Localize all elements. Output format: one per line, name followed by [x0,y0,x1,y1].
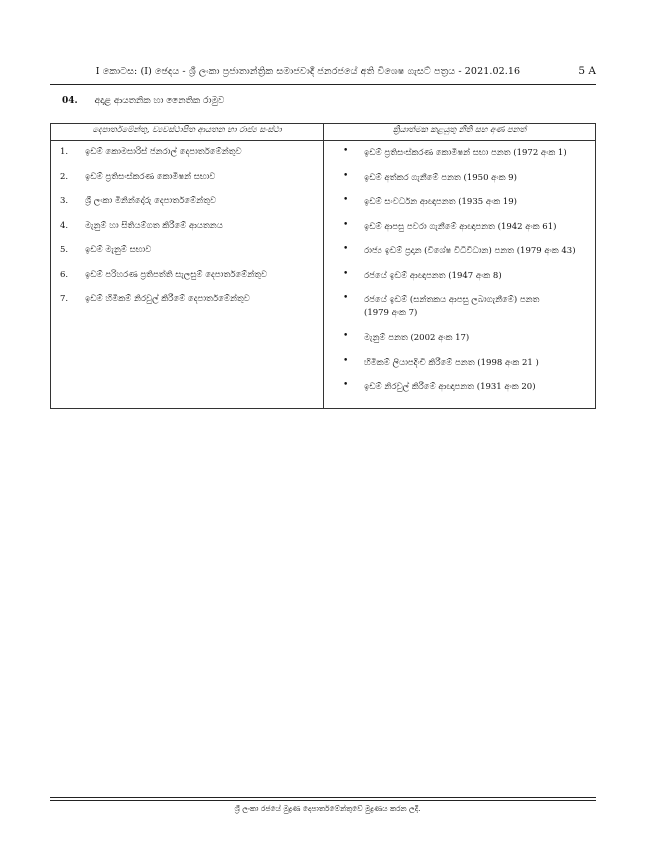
printer-imprint: ශ්‍රී ලංකා රජයේ මුද්‍රණ දෙපාර්තමේන්තුවේ මුද්‍රණය කරන ලදී. [234,804,421,813]
header-rule [50,84,596,85]
list-item: 2. ඉඩම් ප්‍රතිසංස්කරණ කොමිෂන් සභාව [60,171,216,182]
list-item: • හිමිකම් ලියාපදිංචි කිරීමේ පනත (1998 අංක 21 ) [343,355,539,368]
list-item: • මැනුම් පනත (2002 අංක 17) [343,331,470,343]
list-item: • ඉඩම් ආපසු පවරා ගැනීමේ ආඥාපනත (1942 අංක 61) [343,219,557,232]
section-heading [62,96,224,106]
institutions-cell [51,141,324,409]
list-item: 7. ඉඩම් හිමිකම් නිරවුල් කිරීමේ දෙපාර්තමේන්තුව [60,294,250,304]
bullet-icon: • [343,146,349,156]
bullet-icon: • [343,268,349,279]
header-title: I කොටස: (I) ඡෙදය - ශ්‍රී ලංකා ප්‍රජාතාන්ත්‍රික සමාජවාදී ජනරජයේ අති විශෙෂ ගැසට් පත්‍රය - 2021.02.16 [95,66,521,77]
list-item: • ඉඩම් නිරවුල් කිරීමේ ආඥාපනත (1931 අංක 20) [343,380,536,392]
list-item: • රජයේ ඉඩම් ආඥාපනත (1947 අංක 8) [343,268,502,281]
bullet-icon: • [343,244,349,254]
gazette-header [50,66,596,84]
bullet-icon: • [343,331,349,341]
list-item: • රජයේ ඉඩම් (සන්තකය ආපසු ලබාගැනීමේ) පනත (1979 අංක 7) [343,293,540,318]
column-header-institutions: දෙපාර්තමේන්තු, ව්‍යවස්ථාපිත ආයතන හා රාජ්‍ය සංස්ථා [51,124,324,141]
framework-table [50,123,596,409]
footer-rule [50,797,596,798]
bullet-icon: • [343,293,349,303]
list-item: • රාජ්‍ය ඉඩම් ප්‍රදාන (විශේෂ විධිවිධාන) පනත (1979 අංක 43) [343,244,576,256]
bullet-icon: • [343,355,349,366]
list-item: • ඉඩම් සංවර්ධන ආඥාපනත (1935 අංක 19) [343,195,517,207]
column-header-laws: ක්‍රියාත්මක කළයුතු නීති සහ අණ පනත් [324,124,596,141]
footer-rule-thin [50,800,596,801]
list-item: 6. ඉඩම් පරිහරණ ප්‍රතිපත්ති සැලසුම් දෙපාර්තමේන්තුව [60,269,268,280]
section-title: අදාළ ආයතනික හා නෛතික රාමුව [94,96,225,106]
list-item: • ඉඩම් ප්‍රතිසංස්කරණ කොමිෂන් සභා පනත (1972 අංක 1) [343,146,567,158]
page-number: 5 A [578,65,596,77]
list-item: 4. මැනුම් හා සිතියම්ගත කිරීමේ ආයතනය [60,220,223,231]
bullet-icon: • [343,219,349,230]
list-item: • ඉඩම් අත්කර ගැනීමේ පනත (1950 අංක 9) [343,170,517,183]
laws-cell [324,141,596,409]
table-header-row [51,124,596,141]
bullet-icon: • [343,170,349,181]
bullet-icon: • [343,380,349,390]
section-number: 04. [62,96,78,106]
list-item: 5. ඉඩම් මැනුම් සභාව [60,245,152,255]
list-item: 3. ශ්‍රී ලංකා මිනින්දෝරු දෙපාර්තමේන්තුව [60,196,217,206]
table-body-row [51,141,596,409]
list-item: 1. ඉඩම් කොමසාරිස් ජනරාල් දෙපාර්තමේන්තුව [60,147,242,157]
bullet-icon: • [343,195,349,205]
